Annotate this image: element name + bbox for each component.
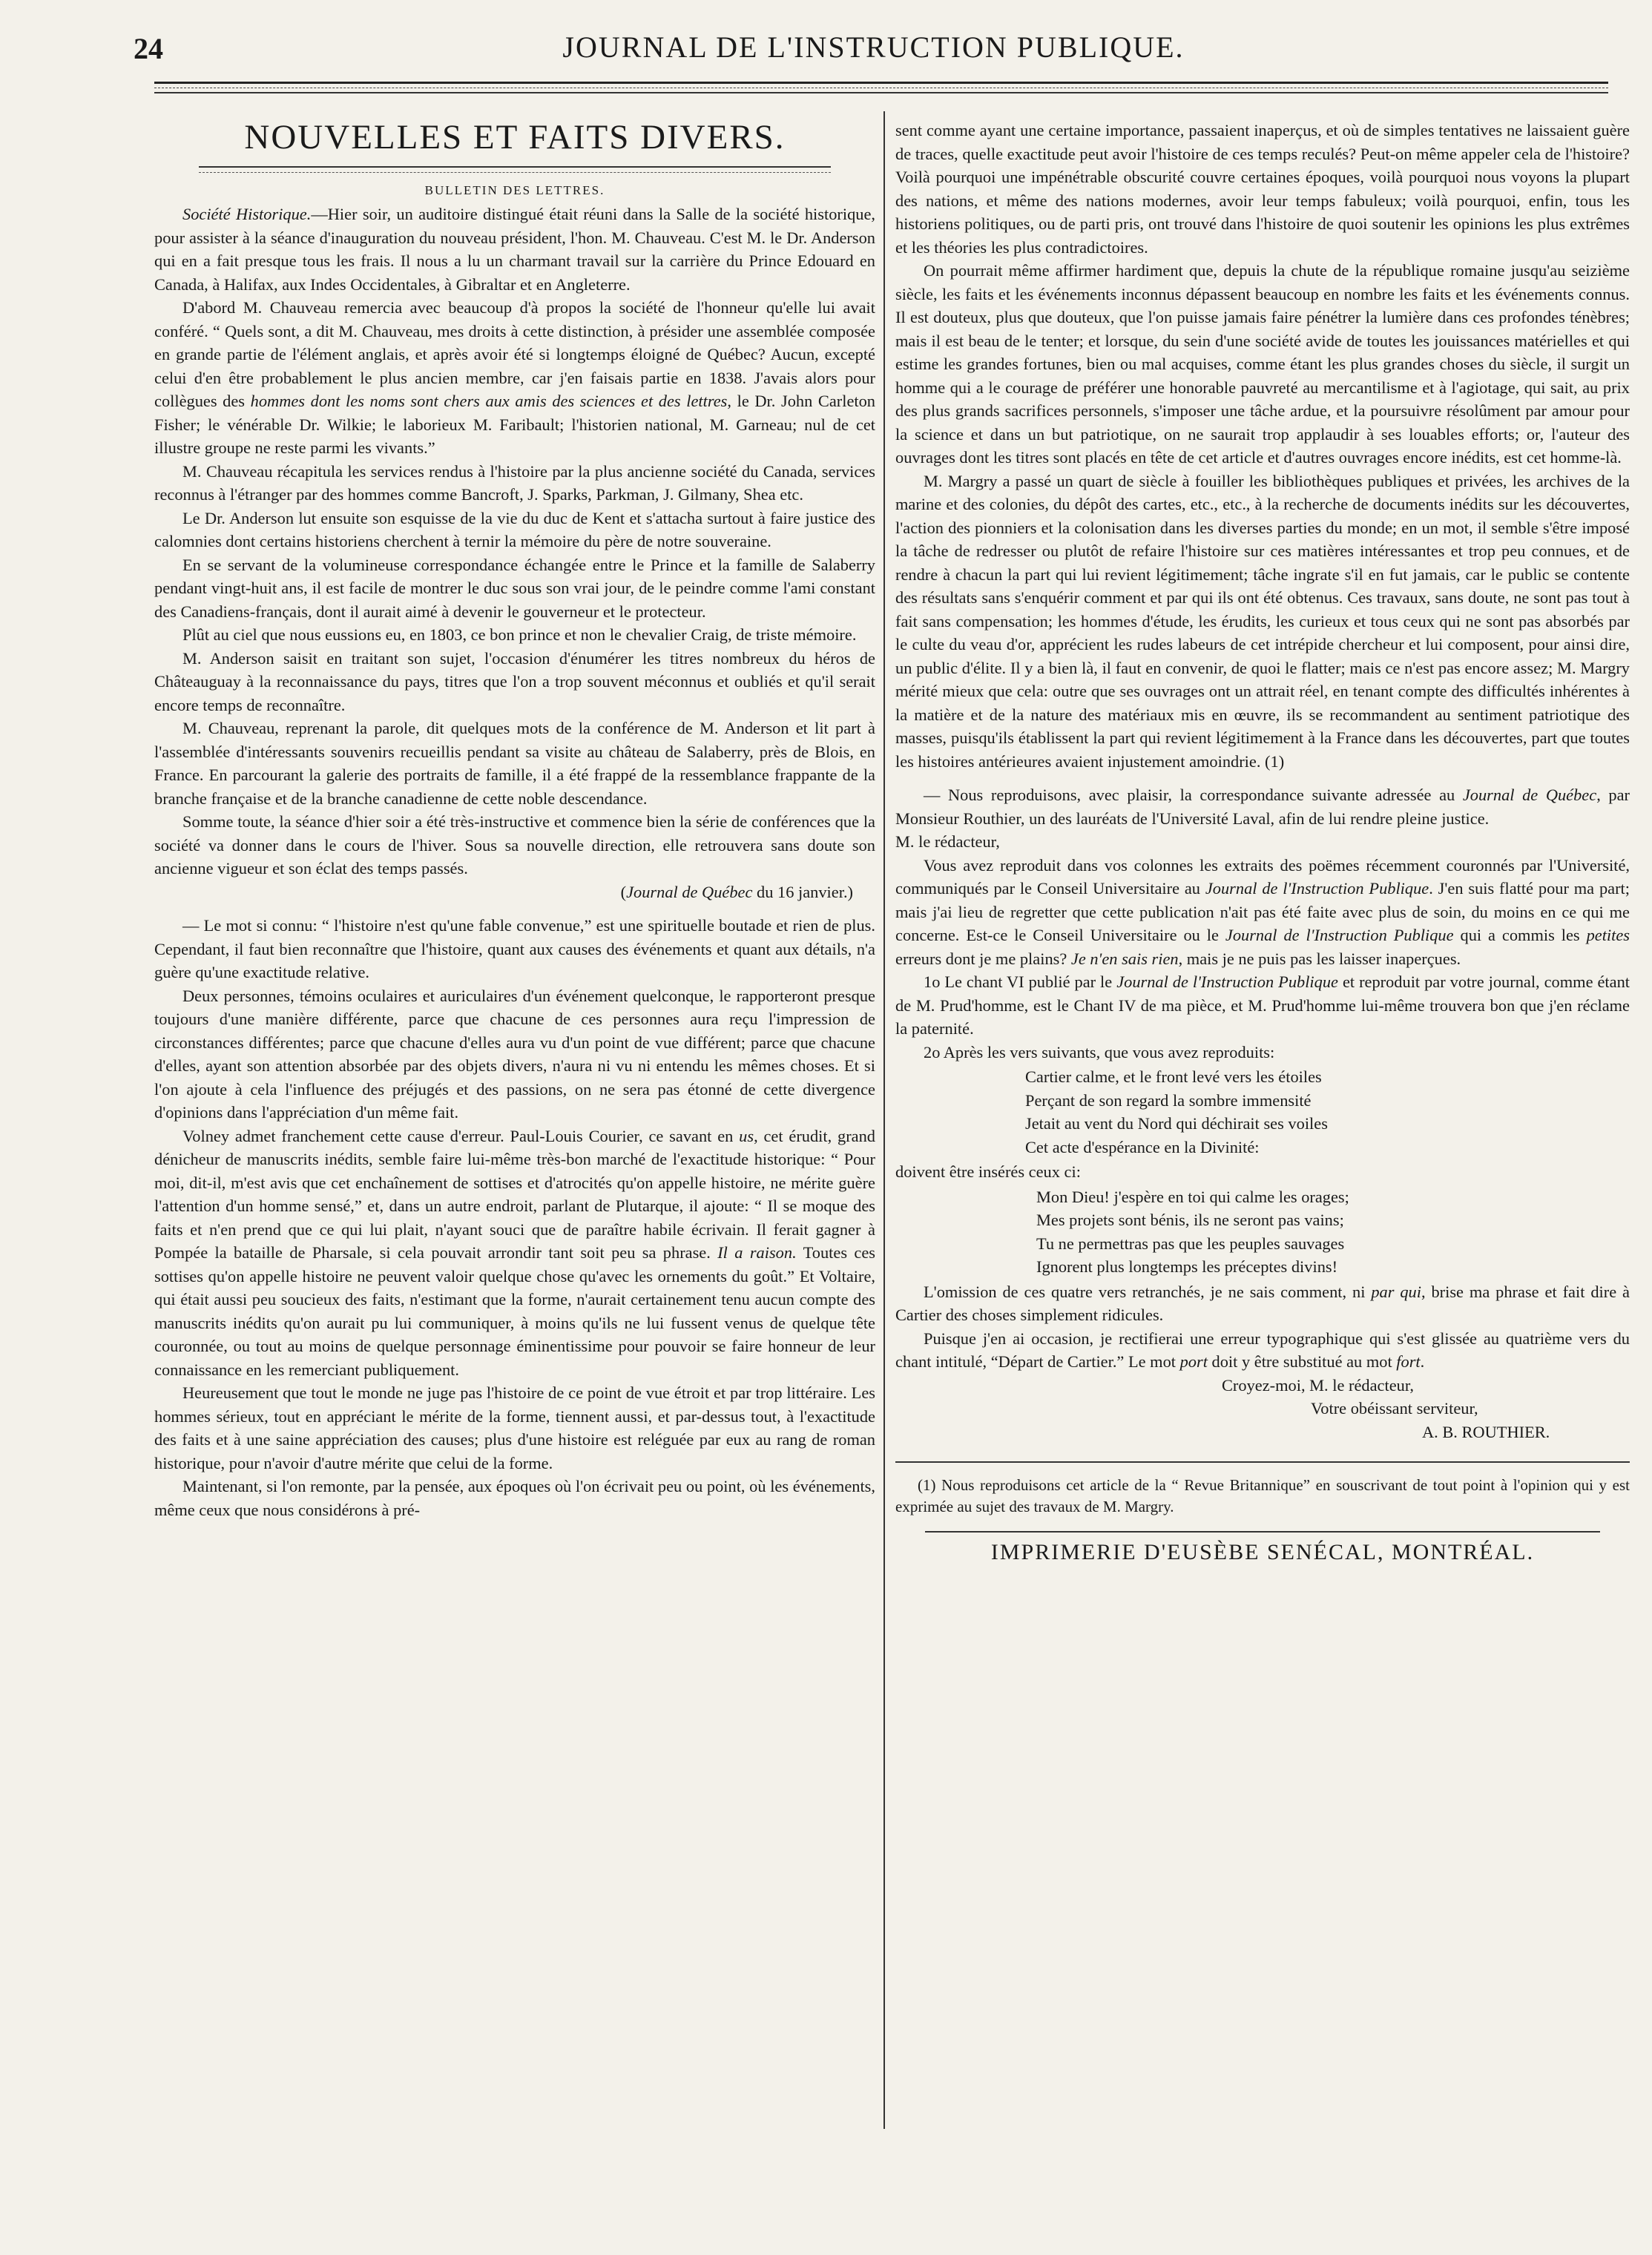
journal-title: JOURNAL DE L'INSTRUCTION PUBLIQUE. (562, 30, 1185, 64)
running-head (134, 25, 1613, 65)
paragraph: Maintenant, si l'on remonte, par la pensée, aux époques où l'on écrivait peu ou point, où les événements, même ceux que nous considérons à pré- (154, 1477, 875, 1519)
section-title: NOUVELLES ET FAITS DIVERS. (244, 118, 786, 157)
header-rule (154, 82, 1608, 84)
letter-closing: Votre obéissant serviteur, (1311, 1399, 1478, 1418)
source-citation: (Journal de Québec du 16 janvier.) (620, 882, 853, 901)
footnote: (1) Nous reproduisons cet article de la “ Revue Britannique” en souscrivant de tout point à l'opinion qui y est exprimée au sujet des travaux de M. Margry. (895, 1476, 1630, 1515)
run-in-heading: Société Historique. (182, 205, 312, 223)
paragraph: Deux personnes, témoins oculaires et auriculaires d'un événement quelconque, le rapporteront presque toujours d'une manière différente, parce que chacune de ces personnes aura reçu l'impression de circonstances différentes; parce que chacune d'elles aura vu d'un point de vue différent; parce que chacune d'elles, ayant son attention absorbée par des objets divers, n'aura ni vu ni entendu les mêmes choses. Et si l'on ajoute à cela l'influence des préjugés et des passions, on ne sera pas étonné de cette divergence d'opinions dans l'appréciation d'un même fait. (154, 986, 875, 1122)
paragraph: doivent être insérés ceux ci: (895, 1162, 1081, 1181)
verse-line: Mes projets sont bénis, ils ne seront pas vains; (1036, 1211, 1344, 1229)
paragraph: sent comme ayant une certaine importance, passaient inaperçus, et où de simples tentatives ne laissaient guère de traces, quelle exactitude peut avoir l'histoire de ces temps reculés? Peut-on même appeler cela de l'histoire? Voilà pourquoi une impénétrable obscurité couvre certaines époques, voilà pourquoi nous voyons la plupart des nations, et même des nations modernes, avoir leur temps fabuleux; voilà pourquoi, enfin, tous les historiens politiques, ou de parti pris, ont trouvé dans l'histoire de quoi soutenir les opinions les plus extrêmes et les théories les plus contradictoires. (895, 121, 1630, 257)
paragraph: M. Anderson saisit en traitant son sujet, l'occasion d'énumérer les titres nombreux du héros de Châteauguay à la reconnaissance du pays, titres que l'on a trop souvent méconnus et oubliés et qu'il serait encore temps de reconnaître. (154, 648, 875, 714)
right-column (895, 119, 1630, 2121)
verse-line: Cartier calme, et le front levé vers les étoiles (1025, 1067, 1322, 1086)
paragraph: 2o Après les vers suivants, que vous avez reproduits: (924, 1042, 1275, 1061)
letter-closing: Croyez-moi, M. le rédacteur, (1222, 1375, 1414, 1395)
paragraph: Vous avez reproduit dans vos colonnes les extraits des poëmes récemment couronnés par l'Université, communiqués par le Conseil Universitaire au Journal de l'Instruction Publique. J'en suis flatté pour ma part; mais j'ai lieu de regretter que cette publication n'ait pas été faite avec plus de soin, du moins en ce qui me concerne. Est-ce le Conseil Universitaire ou le Journal de l'Instruction Publique qui a commis les petites erreurs dont je me plains? Je n'en sais rien, mais je ne puis pas les laisser inaperçues. (895, 855, 1630, 968)
paragraph: M. Chauveau, reprenant la parole, dit quelques mots de la conférence de M. Anderson et lit part à l'assemblée d'intéressants souvenirs recueillis pendant sa visite au château de Salaberry, près de Blois, en France. En parcourant la galerie des portraits de famille, il a été frappé de la ressemblance frappante de la branche française et de la branche canadienne de cette noble descendance. (154, 719, 875, 808)
paragraph: Société Historique.—Hier soir, un auditoire distingué était réuni dans la Salle de la société historique, pour assister à la séance d'inauguration du nouveau président, l'hon. M. Chauveau. C'est M. le Dr. Anderson qui en a fait presque tous les frais. Il nous a lu un charmant travail sur la carrière du Prince Edouard en Canada, à Halifax, aux Indes Occidentales, à Gibraltar et en Angleterre. (154, 205, 875, 294)
paragraph: Puisque j'en ai occasion, je rectifierai une erreur typographique qui s'est glissée au quatrième vers du chant intitulé, “Départ de Cartier.” Le mot port doit y être substitué au mot fort. (895, 1329, 1630, 1371)
footnote-rule (895, 1461, 1630, 1463)
column-divider (883, 111, 885, 2129)
paragraph: 1o Le chant VI publié par le Journal de l'Instruction Publique et reproduit par votre journal, comme étant de M. Prud'homme, est le Chant IV de ma pièce, et M. Prud'homme lui-même trouvera bon que j'en réclame la paternité. (895, 972, 1630, 1038)
page-number: 24 (134, 32, 163, 65)
paragraph: Plût au ciel que nous eussions eu, en 1803, ce bon prince et non le chevalier Craig, de triste mémoire. (182, 625, 857, 644)
paragraph: — Le mot si connu: “ l'histoire n'est qu'une fable convenue,” est une spirituelle boutade et rien de plus. Cependant, il faut bien reconnaître que l'histoire, quant aux causes des événements et quant aux détails, n'a guère qu'une exactitude relative. (154, 916, 875, 981)
verse-line: Jetait au vent du Nord qui déchirait ses voiles (1025, 1114, 1328, 1133)
paragraph: Heureusement que tout le monde ne juge pas l'histoire de ce point de vue étroit et par trop littéraire. Les hommes sérieux, tout en appréciant le mérite de la forme, tiennent aussi, et par-dessus tout, à l'exactitude des faits et à une saine appréciation des causes; plus d'une histoire est reléguée par eux au rang de roman historique, pour n'avoir d'autre mérite que celui de la forme. (154, 1383, 875, 1472)
paragraph: — Nous reproduisons, avec plaisir, la correspondance suivante adressée au Journal de Québec, par Monsieur Routhier, un des lauréats de l'Université Laval, afin de lui rendre pleine justice. (895, 786, 1630, 828)
verse-line: Tu ne permettras pas que les peuples sauvages (1036, 1234, 1345, 1253)
letter-signature: A. B. ROUTHIER. (1422, 1422, 1550, 1441)
verse-line: Perçant de son regard la sombre immensité (1025, 1090, 1312, 1110)
verse-block (1036, 1185, 1630, 1279)
imprint-rule (925, 1531, 1600, 1533)
left-column (154, 111, 875, 2129)
paragraph: Le Dr. Anderson lut ensuite son esquisse de la vie du duc de Kent et s'attacha surtout à faire justice des calomnies dont certains historiens cherchent à ternir la mémoire du père de notre souveraine. (154, 508, 875, 550)
printer-imprint: IMPRIMERIE D'EUSÈBE SENÉCAL, MONTRÉAL. (990, 1540, 1535, 1564)
title-rule-dashed (199, 172, 831, 173)
verse-line: Mon Dieu! j'espère en toi qui calme les orages; (1036, 1187, 1349, 1206)
paragraph: On pourrait même affirmer hardiment que, depuis la chute de la république romaine jusqu'au seizième siècle, les faits et les événements inconnus dépassent beaucoup en nombre les faits et les événements connus. Il est douteux, plus que douteux, que l'on puisse jamais faire pénétrer la lumière dans ces profondes ténèbres; mais il est beau de le tenter; et lorsque, du sein d'une société avide de toutes les jouissances matérielles et qui estime les grandes fortunes, bien ou mal acquises, comme étant les plus grandes choses du siècle, il surgit un homme qui a le courage de préférer une honorable pauvreté au mercantilisme et à l'agiotage, qui sait, au prix des plus grands sacrifices personnels, s'imposer une tâche ardue, et la poursuivre résolûment par amour pour la science et dans un but patriotique, on ne saurait trop applaudir à ses louables efforts; or, l'auteur des ouvrages dont les titres sont placés en tête de cet article et d'autres ouvrages encore inédits, est cet homme-là. (895, 261, 1630, 467)
paragraph: M. Margry a passé un quart de siècle à fouiller les bibliothèques publiques et privées, les archives de la marine et des colonies, du dépôt des cartes, etc., etc., à la recherche de documents inédits sur les découvertes, l'action des pionniers et la colonisation dans les diverses parties du monde; en un mot, il semble s'être imposé la tâche de redresser ou plutôt de refaire l'histoire sur ces matières intéressantes et trop peu connues, et de rendre à chacun la part qui lui revient légitimement; tâche ingrate s'il en fut jamais, car le public se contente des résultats sans s'enquérir comment et par qui ils ont été obtenus. Ces travaux, sans doute, ne sont pas tout à fait sans compensation; les hommes d'étude, les érudits, les curieux et tous ceux qui ne sont pas absorbés par le culte du veau d'or, apprécient les rudes labeurs de cet intrépide chercheur et lui composent, pour ainsi dire, un public d'élite. Il y a bien là, il faut en convenir, de quoi le flatter; mais ce n'est pas encore assez; M. Margry mérité mieux que cela: outre que ses ouvrages ont un attrait réel, en tenant compte des difficultés inhérentes à la matière et de la nature des matériaux mis en œuvre, ils se recommandent au sentiment patriotique des masses, puisqu'ils établissent la part qui revient légitimement à la France dans les découvertes, part que toutes les histoires antérieures avaient injustement amoindrie. (1) (895, 471, 1630, 771)
paragraph: M. Chauveau récapitula les services rendus à l'histoire par la plus ancienne société du Canada, services reconnus à l'étranger par des hommes comme Bancroft, J. Sparks, Parkman, J. Gilmany, Shea etc. (154, 461, 875, 504)
paragraph: Somme toute, la séance d'hier soir a été très-instructive et commence bien la série de conférences que la société va donner dans le cours de l'hiver. Sous sa nouvelle direction, elle retrouvera sans doute son ancienne vigueur et son éclat des temps passés. (154, 812, 875, 878)
letter-salutation: M. le rédacteur, (895, 832, 1000, 851)
paragraph: L'omission de ces quatre vers retranchés, je ne sais comment, ni par qui, brise ma phrase et fait dire à Cartier des choses simplement ridicules. (895, 1282, 1630, 1324)
verse-line: Ignorent plus longtemps les préceptes divins! (1036, 1257, 1338, 1276)
title-rule (199, 166, 831, 168)
paragraph: D'abord M. Chauveau remercia avec beaucoup d'à propos la société de l'honneur qu'elle lui avait conféré. “ Quels sont, a dit M. Chauveau, mes droits à cette distinction, à présider une assemblée composée en grande partie de l'élément anglais, et après avoir été si longtemps éloigné de Québec? Aucun, excepté celui d'en être probablement le plus ancien membre, car j'en faisais partie en 1838. J'avais alors pour collègues des hommes dont les noms sont chers aux amis des sciences et des lettres, le Dr. John Carleton Fisher; le vénérable Dr. Wilkie; le laborieux M. Faribault; l'historien national, M. Garneau; nul de cet illustre groupe ne reste parmi les vivants.” (154, 298, 875, 457)
verse-block (1025, 1065, 1630, 1159)
verse-line: Cet acte d'espérance en la Divinité: (1025, 1137, 1260, 1156)
section-subtitle: BULLETIN DES LETTRES. (424, 183, 605, 197)
paragraph: En se servant de la volumineuse correspondance échangée entre le Prince et la famille de Salaberry pendant vingt-huit ans, il est facile de montrer le duc sous son vrai jour, de le peindre comme l'ami constant des Canadiens-français, dont il aurait aimé à devenir le gouverneur et le protecteur. (154, 555, 875, 621)
paragraph: Volney admet franchement cette cause d'erreur. Paul-Louis Courier, ce savant en us, cet érudit, grand dénicheur de manuscrits inédits, semble faire lui-même très-bon marché de l'exactitude historique: “ Pour moi, dit-il, m'est avis que cet enchaînement de sottises et d'atrocités qu'on appelle histoire, ne mérite guère l'attention d'un homme sensé,” et, dans un autre endroit, parlant de Plutarque, il ajoute: “ Il se moque des faits et n'en prend que ce qui lui plait, n'ayant souci que de paraître habile écrivain. Il ferait gagner à Pompée la bataille de Pharsale, si cela pouvait arrondir tant soit peu sa phrase. Il a raison. Toutes ces sottises qu'on appelle histoire ne peuvent valoir quelque chose qu'avec les ornements du goût.” Et Voltaire, qui était aussi peu soucieux des faits, n'estimant que la forme, n'aurait certainement tenu aucun compte des manuscrits inédits qu'on aurait pu lui communiquer, à moins qu'ils ne lui fussent venus de quelque tête couronnée, ou tout au moins de quelque personnage éminentissime pour pouvoir se faire honneur de leur connaissance en les remerciant publiquement. (154, 1126, 875, 1379)
header-rule-bottom (154, 92, 1608, 93)
